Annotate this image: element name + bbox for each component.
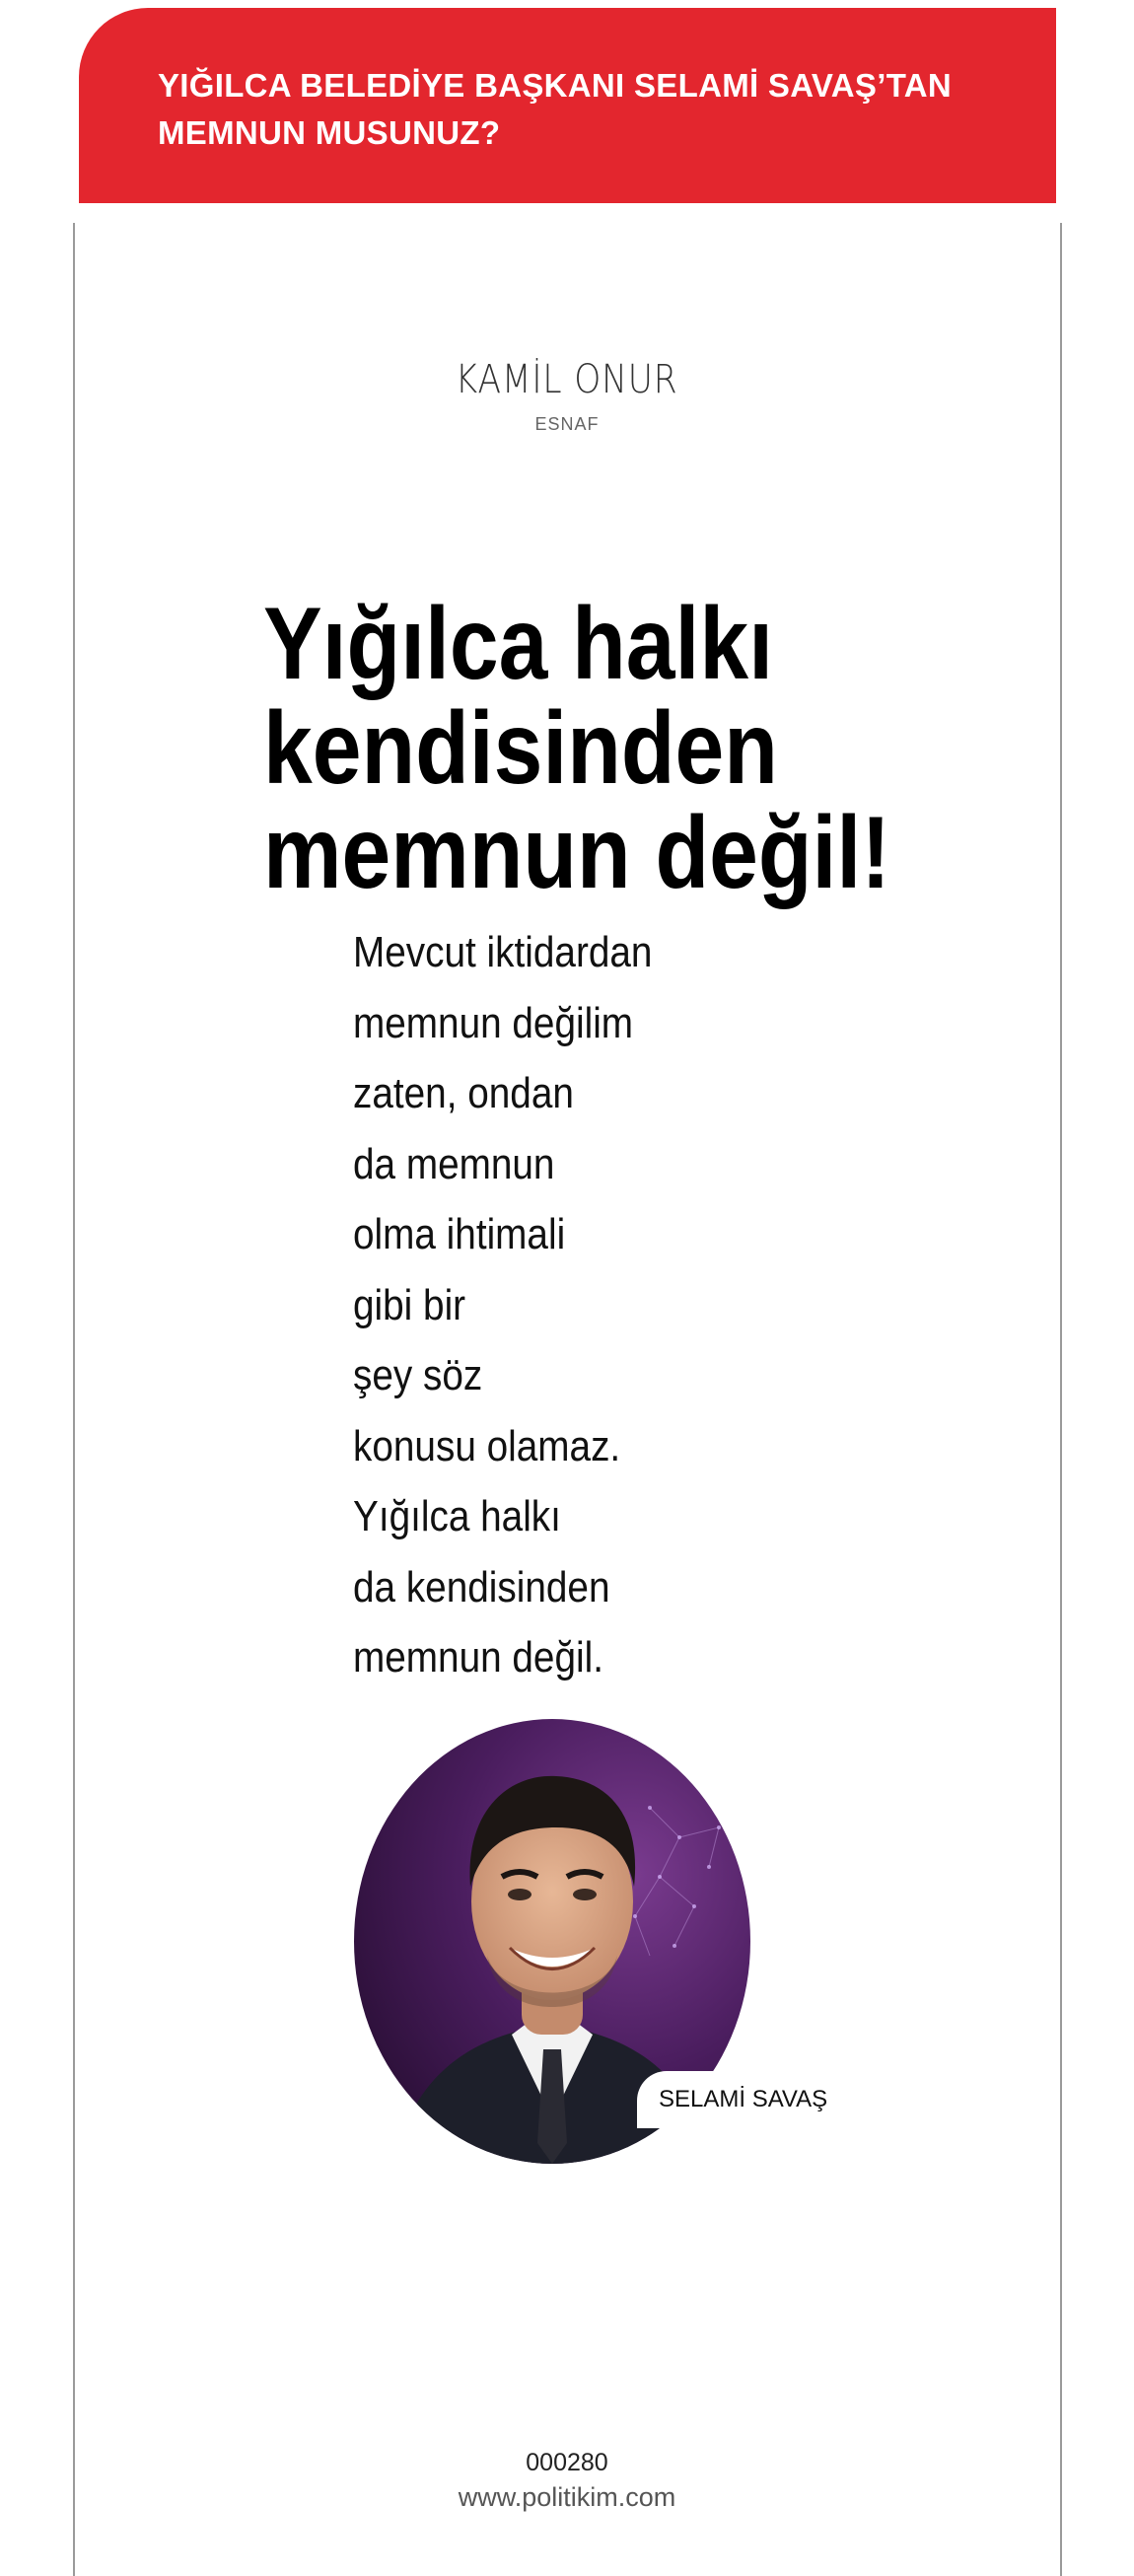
headline xyxy=(263,587,958,910)
header-title-line-2: MEMNUN MUSUNUZ? xyxy=(158,114,501,151)
quote-line-6: gibi bir xyxy=(353,1280,466,1329)
quote-line-2: memnun değilim xyxy=(353,998,634,1047)
quote-line-10: da kendisinden xyxy=(353,1562,610,1611)
quote-text xyxy=(353,917,787,1693)
quote-line-4: da memnun xyxy=(353,1139,555,1188)
footer-url: www.politikim.com xyxy=(458,2482,676,2512)
quote-line-1: Mevcut iktidardan xyxy=(353,928,653,976)
headline-line-3: memnun değil! xyxy=(263,796,891,910)
quote-line-7: şey söz xyxy=(353,1351,483,1399)
quote-line-9: Yığılca halkı xyxy=(353,1492,561,1540)
quote-line-11: memnun değil. xyxy=(353,1633,603,1682)
header-banner xyxy=(79,8,1056,203)
quote-line-8: konusu olamaz. xyxy=(353,1421,621,1470)
headline-line-1: Yığılca halkı xyxy=(263,587,773,701)
footer-code: 000280 xyxy=(526,2449,608,2476)
frame-left-border xyxy=(73,223,75,2576)
header-title-line-1: YIĞILCA BELEDİYE BAŞKANI SELAMİ SAVAŞ’TAN xyxy=(158,67,952,104)
portrait-caption: SELAMİ SAVAŞ xyxy=(637,2071,830,2128)
author-role: ESNAF xyxy=(534,414,600,434)
quote-line-3: zaten, ondan xyxy=(353,1069,574,1117)
author-name: KAMİL ONUR xyxy=(455,357,678,402)
headline-line-2: kendisinden xyxy=(263,691,778,806)
quote-line-5: olma ihtimali xyxy=(353,1210,566,1258)
frame-right-border xyxy=(1060,223,1062,2576)
